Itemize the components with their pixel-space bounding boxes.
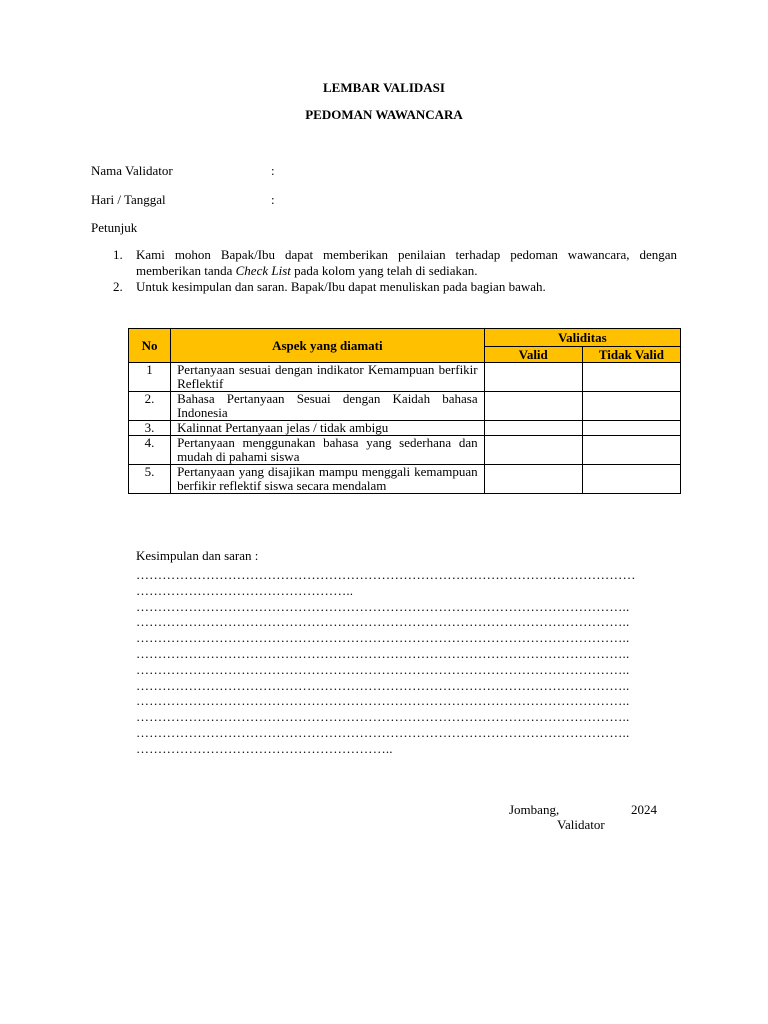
dotted-line: ………………………………………………………………………………………………….. — [136, 630, 630, 646]
instruction-item — [113, 279, 677, 295]
field-label-nama-validator: Nama Validator — [91, 163, 173, 178]
row-number: 2. — [129, 392, 171, 421]
valid-checkbox-cell[interactable] — [484, 436, 582, 465]
header-valid: Valid — [484, 347, 582, 363]
header-validitas: Validitas — [484, 329, 680, 347]
row-aspek: Pertanyaan menggunakan bahasa yang sederhana dan mudah di pahami siswa — [171, 436, 485, 465]
signature-place: Jombang, — [509, 802, 560, 817]
dotted-line: …………………………………………………………………………………………………… — [136, 567, 636, 582]
instructions-heading: Petunjuk — [91, 220, 138, 235]
tidak-valid-checkbox-cell[interactable] — [582, 392, 680, 421]
valid-checkbox-cell[interactable] — [484, 421, 582, 436]
table-row — [129, 465, 681, 494]
dotted-line: ………………………………………………………………………………………………….. — [136, 693, 630, 709]
tidak-valid-checkbox-cell[interactable] — [582, 421, 680, 436]
field-colon-hari-tanggal: : — [271, 192, 275, 207]
header-no: No — [129, 329, 171, 363]
conclusion-lines[interactable] — [136, 567, 696, 757]
table-row — [129, 421, 681, 436]
row-number: 5. — [129, 465, 171, 494]
row-aspek: Bahasa Pertanyaan Sesuai dengan Kaidah bahasa Indonesia — [171, 392, 485, 421]
header-tidak-valid: Tidak Valid — [582, 347, 680, 363]
dotted-line: ………………………………………………………………………………………………….. — [136, 614, 630, 630]
tidak-valid-checkbox-cell[interactable] — [582, 436, 680, 465]
instruction-number: 1. — [113, 247, 123, 262]
dotted-line: ………………………………………………………………………………………………….. — [136, 661, 630, 677]
validation-table — [128, 328, 681, 494]
dotted-line: ………………………………………………………………………………………………….. — [136, 724, 630, 740]
header-aspek: Aspek yang diamati — [171, 329, 485, 363]
dotted-line: ………………………………………………………………………………………………….. — [136, 677, 630, 693]
conclusion-label: Kesimpulan dan saran : — [136, 548, 259, 563]
instruction-text: Kami mohon Bapak/Ibu dapat memberikan penilaian terhadap pedoman wawancara, dengan memberikan tanda — [136, 247, 677, 278]
instruction-text-end: pada kolom yang telah di sediakan. — [290, 263, 478, 278]
valid-checkbox-cell[interactable] — [484, 465, 582, 494]
row-number: 4. — [129, 436, 171, 465]
dotted-line: ………………………………………………………………………………………………….. — [136, 598, 630, 614]
valid-checkbox-cell[interactable] — [484, 392, 582, 421]
document-title: LEMBAR VALIDASI — [323, 80, 445, 95]
field-label-hari-tanggal: Hari / Tanggal — [91, 192, 166, 207]
instruction-text: Untuk kesimpulan dan saran. Bapak/Ibu dapat menuliskan pada bagian bawah. — [136, 279, 546, 294]
table-row — [129, 363, 681, 392]
instruction-number: 2. — [113, 279, 123, 294]
dotted-line: ………………………………………………….. — [136, 740, 393, 756]
row-number: 1 — [129, 363, 171, 392]
signature-year: 2024 — [631, 802, 657, 817]
dotted-line: ………………………………………….. — [136, 582, 354, 598]
row-aspek: Kalinnat Pertanyaan jelas / tidak ambigu — [171, 421, 485, 436]
document-subtitle: PEDOMAN WAWANCARA — [305, 107, 463, 122]
valid-checkbox-cell[interactable] — [484, 363, 582, 392]
signature-role: Validator — [557, 817, 605, 832]
instructions-list — [113, 247, 677, 295]
table-row — [129, 436, 681, 465]
row-aspek: Pertanyaan yang disajikan mampu menggali kemampuan berfikir reflektif siswa secara mendalam — [171, 465, 485, 494]
instruction-item — [113, 247, 677, 279]
tidak-valid-checkbox-cell[interactable] — [582, 363, 680, 392]
tidak-valid-checkbox-cell[interactable] — [582, 465, 680, 494]
dotted-line: ………………………………………………………………………………………………….. — [136, 645, 630, 661]
field-colon-nama-validator: : — [271, 163, 275, 178]
instruction-italic: Check List — [235, 263, 291, 278]
dotted-line: ………………………………………………………………………………………………….. — [136, 709, 630, 725]
table-row — [129, 392, 681, 421]
row-aspek: Pertanyaan sesuai dengan indikator Kemampuan berfikir Reflektif — [171, 363, 485, 392]
row-number: 3. — [129, 421, 171, 436]
